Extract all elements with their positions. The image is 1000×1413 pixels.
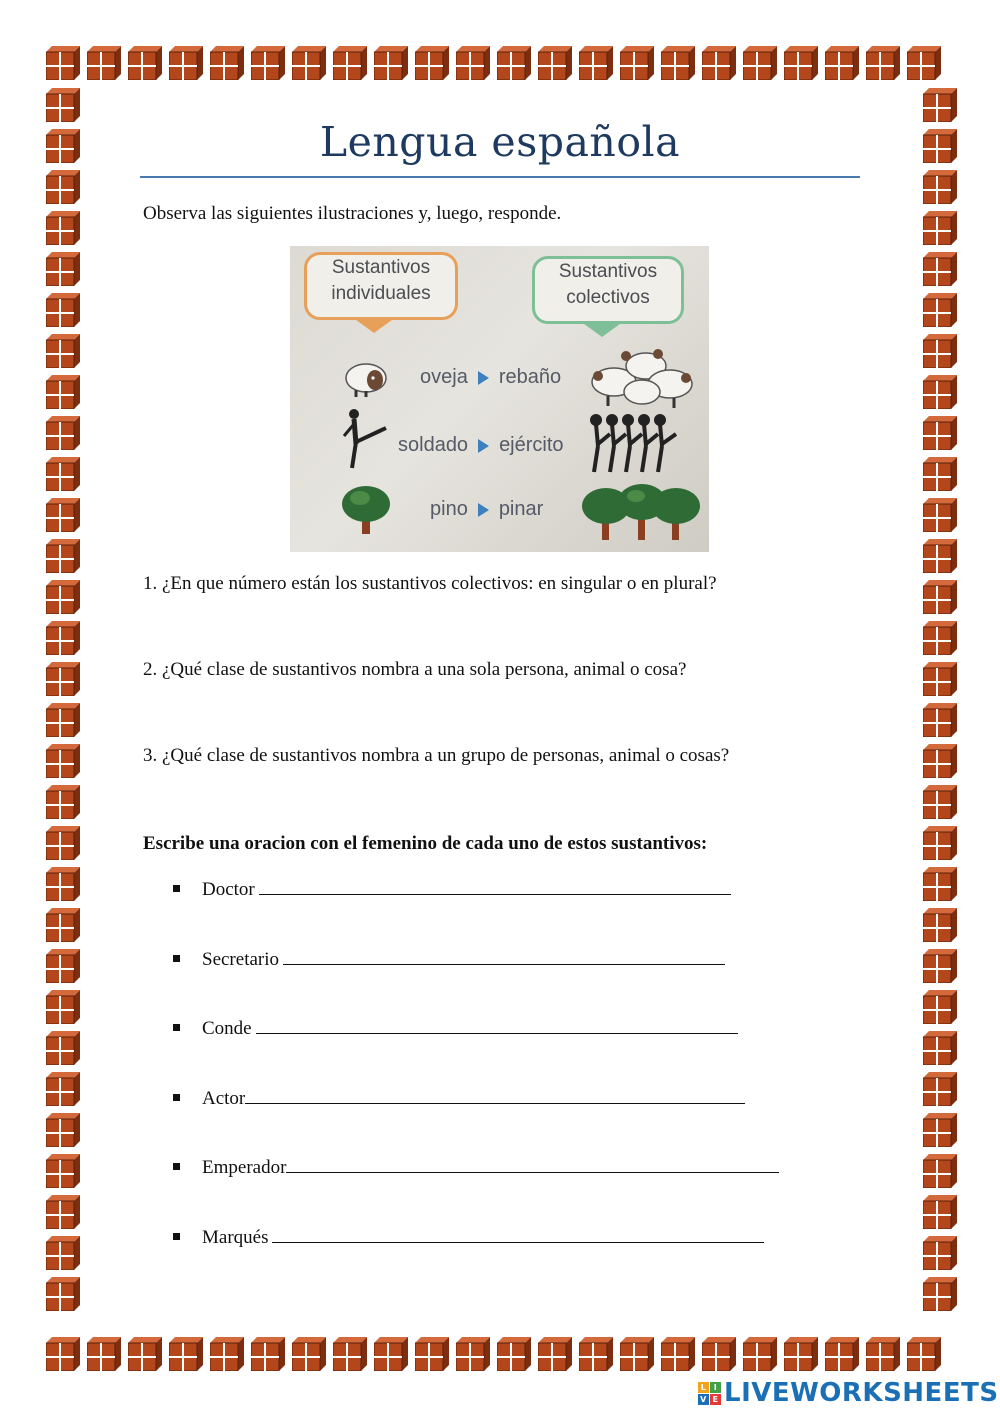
pine-forest-icon: [582, 482, 702, 546]
border-box-icon: [923, 293, 957, 327]
bubble-label-line: individuales: [331, 283, 431, 304]
bubble-tail: [352, 317, 396, 333]
collective-noun: pinar: [498, 498, 544, 520]
flock-icon: [586, 344, 698, 410]
bubble-label-line: Sustantivos: [331, 257, 431, 278]
border-box-icon: [46, 580, 80, 614]
logo-letter: V: [698, 1394, 709, 1405]
answer-line[interactable]: [283, 946, 725, 965]
border-box-icon: [46, 211, 80, 245]
border-box-icon: [923, 1072, 957, 1106]
fill-item: [173, 946, 725, 971]
question-3: 3. ¿Qué clase de sustantivos nombra a un grupo de personas, animal o cosas?: [143, 745, 730, 766]
border-box-icon: [456, 1337, 490, 1371]
border-box-icon: [46, 1154, 80, 1188]
border-box-icon: [456, 46, 490, 80]
border-box-icon: [923, 1031, 957, 1065]
border-box-icon: [374, 46, 408, 80]
border-box-icon: [251, 1337, 285, 1371]
border-box-icon: [923, 662, 957, 696]
decorative-border-left: [42, 84, 83, 1314]
question-2: 2. ¿Qué clase de sustantivos nombra a una sola persona, animal o cosa?: [143, 659, 687, 680]
decorative-border-right: [919, 84, 960, 1314]
figure-row-soldier: [398, 434, 564, 457]
border-box-icon: [923, 908, 957, 942]
border-box-icon: [46, 498, 80, 532]
border-box-icon: [866, 46, 900, 80]
border-box-icon: [46, 1277, 80, 1311]
pine-tree-icon: [340, 482, 392, 538]
collective-noun: ejército: [499, 434, 564, 456]
fill-item-word: Actor: [202, 1088, 246, 1109]
liveworksheets-logo-icon: [698, 1382, 721, 1405]
decorative-border-bottom: [42, 1333, 944, 1374]
logo-letter: L: [698, 1382, 709, 1393]
soldier-icon: [340, 406, 390, 472]
border-box-icon: [702, 1337, 736, 1371]
noun-illustration: [290, 246, 709, 552]
title-divider: [140, 176, 860, 178]
figure-row-sheep: [420, 366, 561, 389]
border-box-icon: [292, 46, 326, 80]
border-box-icon: [923, 990, 957, 1024]
bubble-label-line: Sustantivos: [558, 261, 658, 282]
bullet-icon: [173, 885, 180, 892]
question-1: 1. ¿En que número están los sustantivos colectivos: en singular o en plural?: [143, 573, 717, 594]
border-box-icon: [210, 46, 244, 80]
border-box-icon: [46, 88, 80, 122]
collective-noun: rebaño: [498, 366, 562, 388]
border-box-icon: [46, 949, 80, 983]
border-box-icon: [661, 1337, 695, 1371]
border-box-icon: [784, 46, 818, 80]
bullet-icon: [173, 1094, 180, 1101]
individual-nouns-bubble: [304, 252, 458, 320]
arrow-right-icon: [478, 371, 489, 385]
border-box-icon: [46, 293, 80, 327]
answer-line[interactable]: [259, 876, 731, 895]
border-box-icon: [87, 46, 121, 80]
border-box-icon: [46, 908, 80, 942]
liveworksheets-logo[interactable]: [698, 1378, 999, 1408]
border-box-icon: [579, 46, 613, 80]
answer-line[interactable]: [286, 1154, 779, 1173]
border-box-icon: [923, 703, 957, 737]
answer-line[interactable]: [272, 1224, 764, 1243]
bubble-label-line: colectivos: [566, 287, 650, 308]
answer-line[interactable]: [256, 1015, 738, 1034]
border-box-icon: [923, 1236, 957, 1270]
border-box-icon: [374, 1337, 408, 1371]
instruction-text: Observa las siguientes ilustraciones y, luego, responde.: [143, 203, 562, 224]
border-box-icon: [661, 46, 695, 80]
border-box-icon: [46, 1236, 80, 1270]
brand-name: LIVEWORKSHEETS: [724, 1378, 999, 1408]
border-box-icon: [825, 46, 859, 80]
border-box-icon: [923, 375, 957, 409]
individual-noun: soldado: [398, 434, 469, 456]
border-box-icon: [46, 1031, 80, 1065]
border-box-icon: [923, 457, 957, 491]
border-box-icon: [497, 1337, 531, 1371]
border-box-icon: [743, 1337, 777, 1371]
border-box-icon: [923, 1154, 957, 1188]
border-box-icon: [46, 867, 80, 901]
fill-item-word: Emperador: [202, 1157, 287, 1178]
border-box-icon: [923, 580, 957, 614]
border-box-icon: [538, 1337, 572, 1371]
border-box-icon: [907, 1337, 941, 1371]
fill-item: [173, 1154, 779, 1179]
border-box-icon: [46, 1072, 80, 1106]
border-box-icon: [620, 46, 654, 80]
logo-letter: I: [710, 1382, 721, 1393]
border-box-icon: [46, 46, 80, 80]
border-box-icon: [415, 46, 449, 80]
border-box-icon: [46, 416, 80, 450]
border-box-icon: [46, 1337, 80, 1371]
fill-item: [173, 876, 731, 901]
figure-row-pine: [430, 498, 543, 521]
exercise-heading: Escribe una oracion con el femenino de cada uno de estos sustantivos:: [143, 833, 708, 854]
border-box-icon: [923, 129, 957, 163]
border-box-icon: [46, 457, 80, 491]
border-box-icon: [46, 785, 80, 819]
border-box-icon: [923, 252, 957, 286]
border-box-icon: [210, 1337, 244, 1371]
border-box-icon: [169, 46, 203, 80]
border-box-icon: [923, 744, 957, 778]
arrow-right-icon: [478, 439, 489, 453]
bubble-tail: [580, 321, 624, 337]
border-box-icon: [46, 826, 80, 860]
border-box-icon: [923, 621, 957, 655]
border-box-icon: [923, 1113, 957, 1147]
border-box-icon: [538, 46, 572, 80]
fill-item: [173, 1015, 738, 1040]
border-box-icon: [46, 252, 80, 286]
border-box-icon: [923, 826, 957, 860]
bullet-icon: [173, 955, 180, 962]
bullet-icon: [173, 1163, 180, 1170]
answer-line[interactable]: [245, 1085, 745, 1104]
border-box-icon: [169, 1337, 203, 1371]
fill-item-word: Secretario: [202, 949, 280, 970]
border-box-icon: [923, 334, 957, 368]
border-box-icon: [784, 1337, 818, 1371]
border-box-icon: [923, 498, 957, 532]
individual-noun: pino: [430, 498, 468, 520]
border-box-icon: [46, 129, 80, 163]
logo-letter: E: [710, 1394, 721, 1405]
border-box-icon: [46, 621, 80, 655]
border-box-icon: [866, 1337, 900, 1371]
border-box-icon: [923, 211, 957, 245]
border-box-icon: [923, 867, 957, 901]
border-box-icon: [46, 334, 80, 368]
fill-item: [173, 1085, 745, 1110]
border-box-icon: [46, 1195, 80, 1229]
border-box-icon: [497, 46, 531, 80]
fill-item-word: Marqués: [202, 1227, 269, 1248]
border-box-icon: [923, 1277, 957, 1311]
border-box-icon: [46, 375, 80, 409]
border-box-icon: [825, 1337, 859, 1371]
border-box-icon: [87, 1337, 121, 1371]
border-box-icon: [46, 662, 80, 696]
border-box-icon: [923, 1195, 957, 1229]
border-box-icon: [620, 1337, 654, 1371]
border-box-icon: [923, 88, 957, 122]
border-box-icon: [333, 46, 367, 80]
border-box-icon: [46, 744, 80, 778]
collective-nouns-bubble: [532, 256, 684, 324]
border-box-icon: [128, 1337, 162, 1371]
border-box-icon: [923, 416, 957, 450]
decorative-border-top: [42, 42, 944, 83]
border-box-icon: [415, 1337, 449, 1371]
fill-item: [173, 1224, 764, 1249]
border-box-icon: [702, 46, 736, 80]
border-box-icon: [579, 1337, 613, 1371]
army-icon: [586, 412, 680, 478]
arrow-right-icon: [478, 503, 489, 517]
border-box-icon: [128, 46, 162, 80]
fill-item-word: Conde: [202, 1018, 252, 1039]
individual-noun: oveja: [420, 366, 468, 388]
fill-item-word: Doctor: [202, 879, 255, 900]
border-box-icon: [333, 1337, 367, 1371]
border-box-icon: [292, 1337, 326, 1371]
page-title: Lengua española: [319, 118, 681, 166]
border-box-icon: [923, 170, 957, 204]
sheep-icon: [342, 356, 390, 398]
border-box-icon: [251, 46, 285, 80]
border-box-icon: [46, 170, 80, 204]
border-box-icon: [923, 949, 957, 983]
border-box-icon: [46, 1113, 80, 1147]
border-box-icon: [923, 539, 957, 573]
border-box-icon: [46, 990, 80, 1024]
bullet-icon: [173, 1233, 180, 1240]
bullet-icon: [173, 1024, 180, 1031]
border-box-icon: [743, 46, 777, 80]
border-box-icon: [923, 785, 957, 819]
border-box-icon: [907, 46, 941, 80]
border-box-icon: [46, 703, 80, 737]
border-box-icon: [46, 539, 80, 573]
